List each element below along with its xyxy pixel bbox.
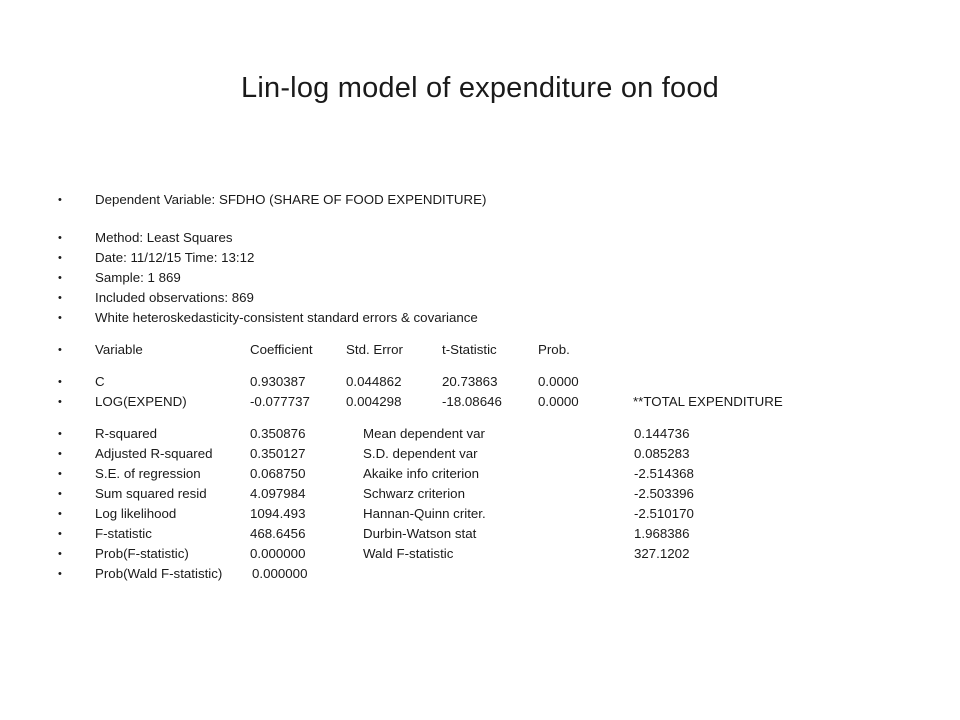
coef-row xyxy=(58,392,918,412)
coef-t-stat: 20.73863 xyxy=(442,374,498,389)
bullet-method xyxy=(58,228,918,248)
bullet-date-time xyxy=(58,248,918,268)
bullet-dot: • xyxy=(58,272,62,284)
coef-header-row xyxy=(58,340,918,360)
stat-label: Log likelihood xyxy=(95,506,177,521)
coef-variable: LOG(EXPEND) xyxy=(95,394,187,409)
coef-std-error: 0.044862 xyxy=(346,374,402,389)
date-time-text: Date: 11/12/15 Time: 13:12 xyxy=(95,250,255,265)
stat-label: R-squared xyxy=(95,426,158,441)
stat-label: F-statistic xyxy=(95,526,152,541)
stat-label: Adjusted R-squared xyxy=(95,446,213,461)
coef-variable: C xyxy=(95,374,105,389)
stat-label: Sum squared resid xyxy=(95,486,207,501)
coef-t-stat: -18.08646 xyxy=(442,394,502,409)
bullet-dot: • xyxy=(58,312,62,324)
stat-label-2: Hannan-Quinn criter. xyxy=(363,506,486,521)
stat-value-2: -2.514368 xyxy=(634,466,694,481)
stats-row xyxy=(58,464,918,484)
stats-row xyxy=(58,524,918,544)
dependent-variable-text: Dependent Variable: SFDHO (SHARE OF FOOD EXPENDITURE) xyxy=(95,192,487,207)
bullet-dot: • xyxy=(58,194,62,206)
bullet-dot: • xyxy=(58,508,62,520)
stat-value: 0.000000 xyxy=(250,546,306,561)
stat-value: 4.097984 xyxy=(250,486,306,501)
bullet-dot: • xyxy=(58,292,62,304)
bullet-dot: • xyxy=(58,468,62,480)
stat-value-2: 0.085283 xyxy=(634,446,690,461)
method-text: Method: Least Squares xyxy=(95,230,233,245)
coef-coefficient: -0.077737 xyxy=(250,394,310,409)
stat-label: S.E. of regression xyxy=(95,466,201,481)
bullet-dot: • xyxy=(58,488,62,500)
stat-value-2: 1.968386 xyxy=(634,526,690,541)
stat-label-2: Mean dependent var xyxy=(363,426,485,441)
coef-std-error: 0.004298 xyxy=(346,394,402,409)
stat-value: 0.068750 xyxy=(250,466,306,481)
coef-prob: 0.0000 xyxy=(538,374,579,389)
stat-value: 0.350876 xyxy=(250,426,306,441)
stat-value-2: -2.510170 xyxy=(634,506,694,521)
bullet-dependent-variable xyxy=(58,190,918,210)
bullet-dot: • xyxy=(58,448,62,460)
stat-value-2: 327.1202 xyxy=(634,546,690,561)
observations-text: Included observations: 869 xyxy=(95,290,254,305)
stats-row xyxy=(58,484,918,504)
coef-row xyxy=(58,372,918,392)
stats-row xyxy=(58,504,918,524)
white-text: White heteroskedasticity-consistent standard errors & covariance xyxy=(95,310,478,325)
stat-label-2: S.D. dependent var xyxy=(363,446,478,461)
stats-row xyxy=(58,424,918,444)
coef-note: **TOTAL EXPENDITURE xyxy=(633,394,783,409)
bullet-dot: • xyxy=(58,232,62,244)
stat-value: 0.350127 xyxy=(250,446,306,461)
bullet-observations xyxy=(58,288,918,308)
stat-label-2: Akaike info criterion xyxy=(363,466,480,481)
bullet-dot: • xyxy=(58,428,62,440)
slide-title: Lin-log model of expenditure on food xyxy=(241,72,719,104)
header-coefficient: Coefficient xyxy=(250,342,313,357)
stat-value: 0.000000 xyxy=(252,566,308,581)
stat-label: Prob(Wald F-statistic) xyxy=(95,566,223,581)
stats-row xyxy=(58,544,918,564)
stat-value-2: -2.503396 xyxy=(634,486,694,501)
bullet-sample xyxy=(58,268,918,288)
stat-label-2: Schwarz criterion xyxy=(363,486,465,501)
coef-coefficient: 0.930387 xyxy=(250,374,306,389)
stat-label-2: Durbin-Watson stat xyxy=(363,526,477,541)
header-variable: Variable xyxy=(95,342,143,357)
bullet-dot: • xyxy=(58,548,62,560)
bullet-dot: • xyxy=(58,252,62,264)
bullet-dot: • xyxy=(58,344,62,356)
stat-value-2: 0.144736 xyxy=(634,426,690,441)
header-prob: Prob. xyxy=(538,342,570,357)
coef-prob: 0.0000 xyxy=(538,394,579,409)
bullet-dot: • xyxy=(58,568,62,580)
slide-content xyxy=(58,190,918,584)
stat-label-2: Wald F-statistic xyxy=(363,546,454,561)
stats-row xyxy=(58,564,918,584)
sample-text: Sample: 1 869 xyxy=(95,270,181,285)
stats-row xyxy=(58,444,918,464)
bullet-dot: • xyxy=(58,528,62,540)
header-std-error: Std. Error xyxy=(346,342,403,357)
header-t-statistic: t-Statistic xyxy=(442,342,497,357)
bullet-dot: • xyxy=(58,396,62,408)
stat-value: 468.6456 xyxy=(250,526,306,541)
bullet-dot: • xyxy=(58,376,62,388)
stat-label: Prob(F-statistic) xyxy=(95,546,189,561)
stat-value: 1094.493 xyxy=(250,506,306,521)
bullet-white xyxy=(58,308,918,328)
